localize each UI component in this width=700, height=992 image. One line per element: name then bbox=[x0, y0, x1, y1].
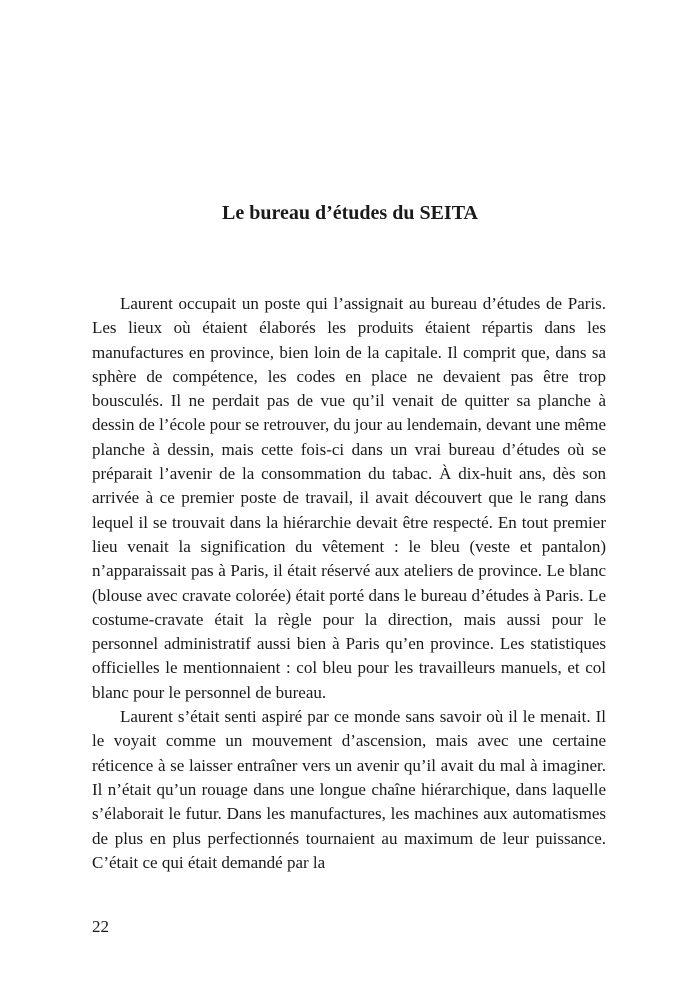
chapter-title: Le bureau d’études du SEITA bbox=[222, 202, 478, 224]
page-number: 22 bbox=[92, 917, 109, 936]
body-text bbox=[92, 292, 606, 875]
paragraph-2: Laurent s’était senti aspiré par ce monde sans savoir où il le menait. Il le voyait comme un mouvement d’ascension, mais avec une certaine réticence à se laisser entraîner vers un avenir qu’il avait du mal à imaginer. Il n’était qu’un rouage dans une longue chaîne hiérarchique, dans laquelle s’élaborait le futur. Dans les manufactures, les machines aux automatismes de plus en plus perfectionnés tournaient au maximum de leur puissance. C’était ce qui était demandé par la bbox=[92, 707, 606, 872]
paragraph-1: Laurent occupait un poste qui l’assignait au bureau d’études de Paris. Les lieux où étaient élaborés les produits étaient répartis dans les manufactures en province, bien loin de la capitale. Il comprit que, dans sa sphère de compétence, les codes en place ne devaient pas être trop bousculés. Il ne perdait pas de vue qu’il venait de quitter sa planche à dessin de l’école pour se retrouver, du jour au lendemain, devant une même planche à dessin, mais cette fois-ci dans un vrai bureau d’études où se préparait l’avenir de la consommation du tabac. À dix-huit ans, dès son arrivée à ce premier poste de travail, il avait découvert que le rang dans lequel il se trouvait dans la hiérarchie devait être respecté. En tout premier lieu venait la signification du vêtement : le bleu (veste et pantalon) n’apparaissait pas à Paris, il était réservé aux ateliers de province. Le blanc (blouse avec cravate colorée) était porté dans le bureau d’études à Paris. Le costume-cravate était la règle pour la direction, mais aussi pour le personnel administratif aussi bien à Paris qu’en province. Les statistiques officielles le mentionnaient : col bleu pour les travailleurs manuels, et col blanc pour le personnel de bureau. bbox=[92, 294, 606, 702]
